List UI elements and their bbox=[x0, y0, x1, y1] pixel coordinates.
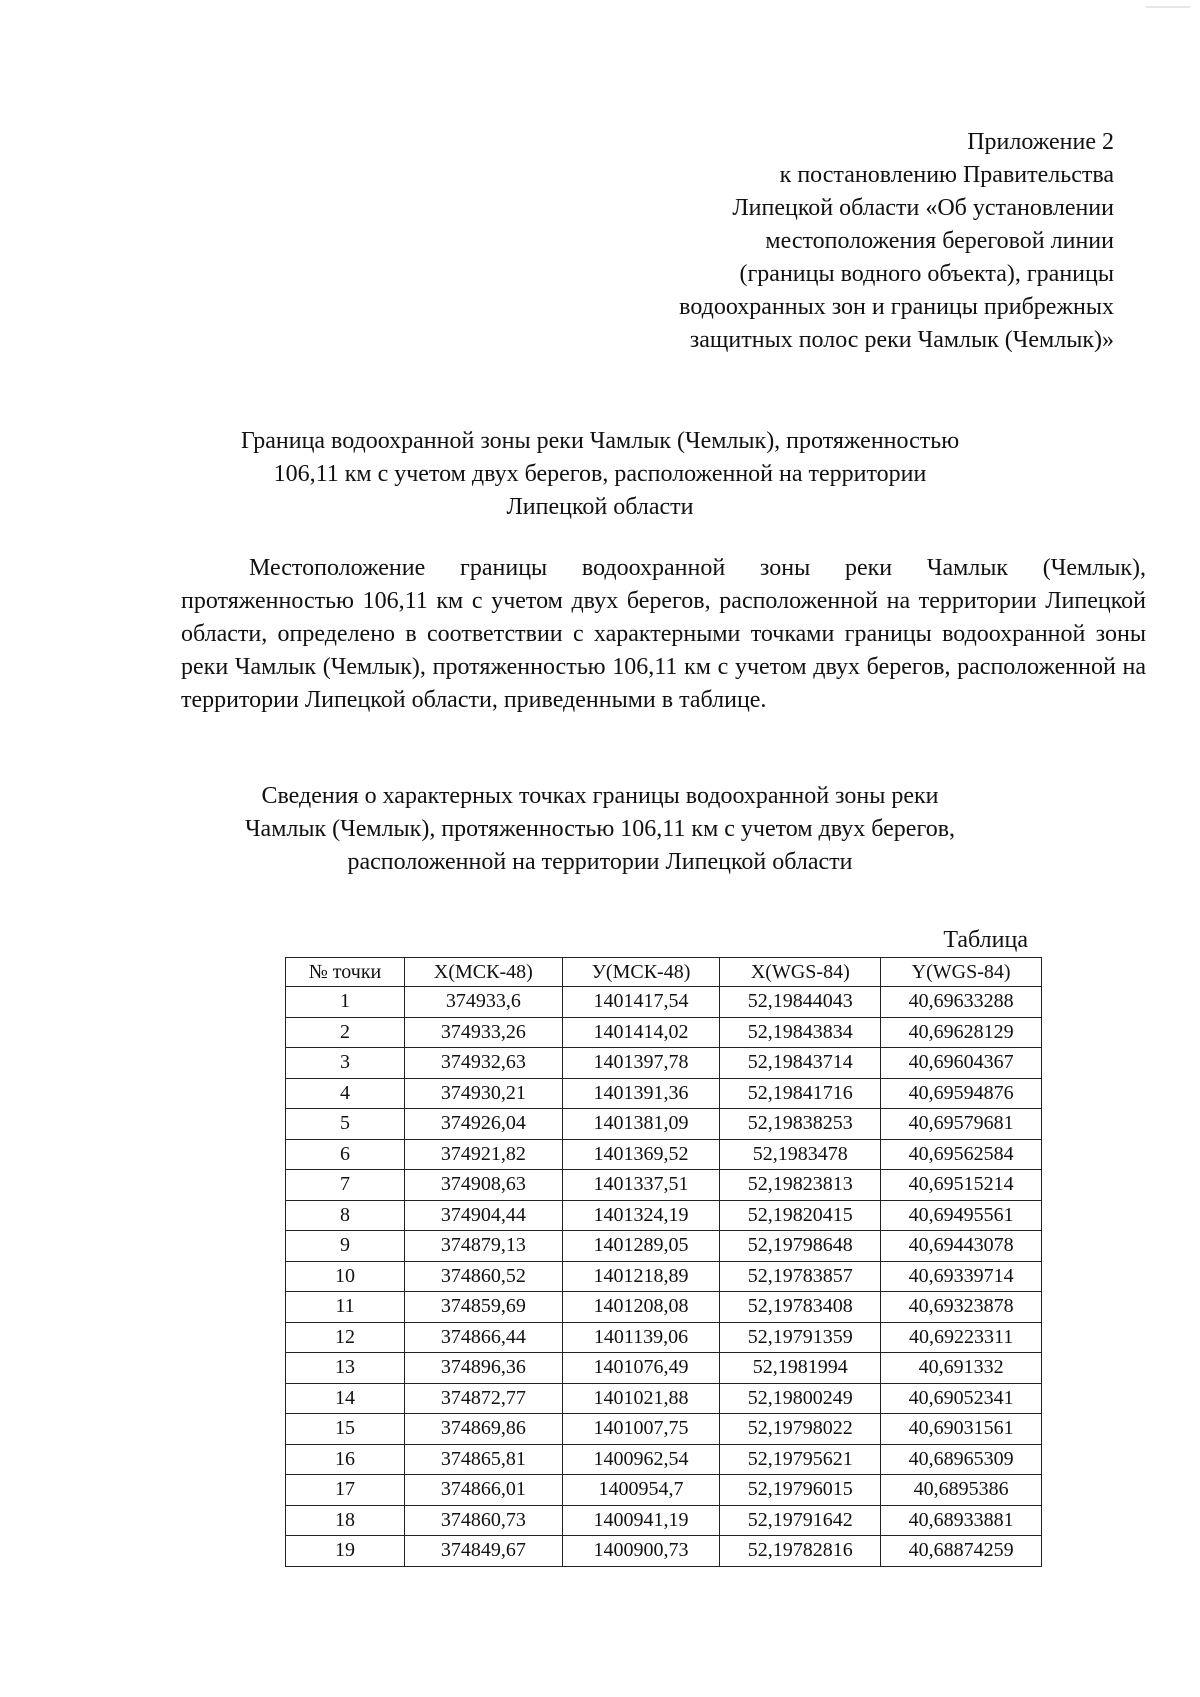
cell-y-msk48: 1401021,88 bbox=[562, 1383, 720, 1414]
caption-line: расположенной на территории Липецкой области bbox=[347, 849, 853, 875]
cell-y-msk48: 1400941,19 bbox=[562, 1505, 720, 1536]
cell-y-msk48: 1400900,73 bbox=[562, 1536, 720, 1567]
cell-y-wgs84: 40,69628129 bbox=[881, 1017, 1042, 1048]
cell-x-wgs84: 52,19843714 bbox=[720, 1048, 881, 1079]
cell-y-msk48: 1400954,7 bbox=[562, 1475, 720, 1506]
appendix-line: местоположения береговой линии bbox=[765, 228, 1114, 254]
cell-y-wgs84: 40,69633288 bbox=[881, 987, 1042, 1018]
cell-x-msk48: 374849,67 bbox=[404, 1536, 562, 1567]
cell-point-number: 6 bbox=[286, 1139, 405, 1170]
cell-x-msk48: 374866,44 bbox=[404, 1322, 562, 1353]
cell-x-msk48: 374859,69 bbox=[404, 1292, 562, 1323]
cell-x-wgs84: 52,19783857 bbox=[720, 1261, 881, 1292]
title-line: Граница водоохранной зоны реки Чамлык (Чемлык), протяженностью bbox=[240, 428, 960, 454]
table-row bbox=[286, 1170, 1042, 1201]
cell-y-msk48: 1401381,09 bbox=[562, 1109, 720, 1140]
cell-x-msk48: 374866,01 bbox=[404, 1475, 562, 1506]
appendix-line: Липецкой области «Об установлении bbox=[732, 195, 1114, 221]
cell-point-number: 13 bbox=[286, 1353, 405, 1384]
cell-y-wgs84: 40,69323878 bbox=[881, 1292, 1042, 1323]
table-row bbox=[286, 1139, 1042, 1170]
cell-x-wgs84: 52,1981994 bbox=[720, 1353, 881, 1384]
header-x-wgs84: X(WGS-84) bbox=[720, 958, 881, 987]
table-row bbox=[286, 1200, 1042, 1231]
cell-x-msk48: 374933,6 bbox=[404, 987, 562, 1018]
cell-x-wgs84: 52,19798022 bbox=[720, 1414, 881, 1445]
cell-y-wgs84: 40,69562584 bbox=[881, 1139, 1042, 1170]
table-row bbox=[286, 1505, 1042, 1536]
cell-point-number: 15 bbox=[286, 1414, 405, 1445]
cell-y-msk48: 1401208,08 bbox=[562, 1292, 720, 1323]
cell-y-wgs84: 40,69579681 bbox=[881, 1109, 1042, 1140]
table-row bbox=[286, 1261, 1042, 1292]
cell-point-number: 9 bbox=[286, 1231, 405, 1262]
cell-x-msk48: 374921,82 bbox=[404, 1139, 562, 1170]
coordinates-table bbox=[285, 957, 1042, 1567]
table-row bbox=[286, 1109, 1042, 1140]
cell-point-number: 18 bbox=[286, 1505, 405, 1536]
cell-point-number: 19 bbox=[286, 1536, 405, 1567]
cell-y-wgs84: 40,69604367 bbox=[881, 1048, 1042, 1079]
cell-y-wgs84: 40,6895386 bbox=[881, 1475, 1042, 1506]
cell-x-msk48: 374860,73 bbox=[404, 1505, 562, 1536]
cell-y-msk48: 1401218,89 bbox=[562, 1261, 720, 1292]
cell-y-msk48: 1401324,19 bbox=[562, 1200, 720, 1231]
appendix-line: Приложение 2 bbox=[967, 129, 1114, 155]
cell-x-msk48: 374860,52 bbox=[404, 1261, 562, 1292]
table-row bbox=[286, 1444, 1042, 1475]
header-y-msk48: У(МСК-48) bbox=[562, 958, 720, 987]
table-row bbox=[286, 1292, 1042, 1323]
cell-y-msk48: 1401337,51 bbox=[562, 1170, 720, 1201]
cell-x-msk48: 374865,81 bbox=[404, 1444, 562, 1475]
cell-x-wgs84: 52,19838253 bbox=[720, 1109, 881, 1140]
cell-x-msk48: 374908,63 bbox=[404, 1170, 562, 1201]
header-point-number: № точки bbox=[286, 958, 405, 987]
appendix-line: к постановлению Правительства bbox=[779, 162, 1114, 188]
title-line: 106,11 км с учетом двух берегов, расположенной на территории bbox=[273, 461, 927, 487]
cell-point-number: 12 bbox=[286, 1322, 405, 1353]
cell-x-msk48: 374926,04 bbox=[404, 1109, 562, 1140]
cell-y-wgs84: 40,69443078 bbox=[881, 1231, 1042, 1262]
cell-x-wgs84: 52,19796015 bbox=[720, 1475, 881, 1506]
cell-y-wgs84: 40,69031561 bbox=[881, 1414, 1042, 1445]
cell-point-number: 16 bbox=[286, 1444, 405, 1475]
table-row bbox=[286, 1353, 1042, 1384]
cell-point-number: 8 bbox=[286, 1200, 405, 1231]
cell-point-number: 3 bbox=[286, 1048, 405, 1079]
cell-y-wgs84: 40,69495561 bbox=[881, 1200, 1042, 1231]
table-header-row bbox=[286, 958, 1042, 987]
cell-x-wgs84: 52,19841716 bbox=[720, 1078, 881, 1109]
cell-x-wgs84: 52,1983478 bbox=[720, 1139, 881, 1170]
cell-y-msk48: 1401139,06 bbox=[562, 1322, 720, 1353]
cell-x-msk48: 374932,63 bbox=[404, 1048, 562, 1079]
scan-artifact bbox=[1146, 6, 1190, 8]
cell-point-number: 10 bbox=[286, 1261, 405, 1292]
cell-x-wgs84: 52,19791359 bbox=[720, 1322, 881, 1353]
table-row bbox=[286, 1414, 1042, 1445]
table-label: Таблица bbox=[943, 927, 1028, 953]
caption-line: Сведения о характерных точках границы водоохранной зоны реки bbox=[261, 783, 939, 809]
table-caption bbox=[150, 780, 1050, 879]
table-row bbox=[286, 1078, 1042, 1109]
cell-point-number: 2 bbox=[286, 1017, 405, 1048]
body-paragraph: Местоположение границы водоохранной зоны реки Чамлык (Чемлык), протяженностью 106,11 км с учетом двух берегов, расположенной на территории Липецкой области, определено в соответствии с характерными точками границы водоохранной зоны реки Чамлык (Чемлык), протяженностью 106,11 км с учетом двух берегов, расположенной на территории Липецкой области, приведенными в таблице. bbox=[181, 555, 1146, 713]
cell-x-wgs84: 52,19843834 bbox=[720, 1017, 881, 1048]
cell-y-msk48: 1401289,05 bbox=[562, 1231, 720, 1262]
cell-x-wgs84: 52,19782816 bbox=[720, 1536, 881, 1567]
table-row bbox=[286, 1475, 1042, 1506]
cell-y-wgs84: 40,68933881 bbox=[881, 1505, 1042, 1536]
cell-x-wgs84: 52,19820415 bbox=[720, 1200, 881, 1231]
title-line: Липецкой области bbox=[506, 494, 694, 520]
cell-x-wgs84: 52,19798648 bbox=[720, 1231, 881, 1262]
cell-x-msk48: 374933,26 bbox=[404, 1017, 562, 1048]
header-y-wgs84: Y(WGS-84) bbox=[881, 958, 1042, 987]
header-x-msk48: X(МСК-48) bbox=[404, 958, 562, 987]
cell-y-msk48: 1400962,54 bbox=[562, 1444, 720, 1475]
table-row bbox=[286, 1048, 1042, 1079]
cell-x-wgs84: 52,19800249 bbox=[720, 1383, 881, 1414]
cell-y-wgs84: 40,68965309 bbox=[881, 1444, 1042, 1475]
cell-point-number: 4 bbox=[286, 1078, 405, 1109]
cell-x-msk48: 374872,77 bbox=[404, 1383, 562, 1414]
cell-point-number: 17 bbox=[286, 1475, 405, 1506]
cell-point-number: 14 bbox=[286, 1383, 405, 1414]
table-row bbox=[286, 1536, 1042, 1567]
cell-point-number: 7 bbox=[286, 1170, 405, 1201]
table-row bbox=[286, 1383, 1042, 1414]
document-title bbox=[150, 425, 1050, 524]
cell-y-msk48: 1401369,52 bbox=[562, 1139, 720, 1170]
table-row bbox=[286, 987, 1042, 1018]
cell-y-msk48: 1401417,54 bbox=[562, 987, 720, 1018]
cell-y-wgs84: 40,691332 bbox=[881, 1353, 1042, 1384]
appendix-line: (границы водного объекта), границы bbox=[739, 261, 1114, 287]
cell-point-number: 1 bbox=[286, 987, 405, 1018]
cell-x-wgs84: 52,19791642 bbox=[720, 1505, 881, 1536]
cell-x-msk48: 374904,44 bbox=[404, 1200, 562, 1231]
cell-x-wgs84: 52,19844043 bbox=[720, 987, 881, 1018]
table-body bbox=[286, 987, 1042, 1567]
cell-y-wgs84: 40,68874259 bbox=[881, 1536, 1042, 1567]
cell-y-wgs84: 40,69515214 bbox=[881, 1170, 1042, 1201]
appendix-block bbox=[554, 126, 1114, 357]
cell-x-wgs84: 52,19823813 bbox=[720, 1170, 881, 1201]
cell-y-msk48: 1401391,36 bbox=[562, 1078, 720, 1109]
appendix-line: защитных полос реки Чамлык (Чемлык)» bbox=[689, 327, 1114, 353]
cell-y-msk48: 1401397,78 bbox=[562, 1048, 720, 1079]
cell-x-msk48: 374896,36 bbox=[404, 1353, 562, 1384]
cell-y-msk48: 1401007,75 bbox=[562, 1414, 720, 1445]
cell-y-msk48: 1401076,49 bbox=[562, 1353, 720, 1384]
cell-y-wgs84: 40,69223311 bbox=[881, 1322, 1042, 1353]
cell-y-wgs84: 40,69052341 bbox=[881, 1383, 1042, 1414]
cell-x-wgs84: 52,19795621 bbox=[720, 1444, 881, 1475]
cell-y-wgs84: 40,69339714 bbox=[881, 1261, 1042, 1292]
cell-point-number: 11 bbox=[286, 1292, 405, 1323]
appendix-line: водоохранных зон и границы прибрежных bbox=[679, 294, 1114, 320]
table-row bbox=[286, 1322, 1042, 1353]
caption-line: Чамлык (Чемлык), протяженностью 106,11 км с учетом двух берегов, bbox=[244, 816, 956, 842]
table-row bbox=[286, 1231, 1042, 1262]
cell-x-msk48: 374869,86 bbox=[404, 1414, 562, 1445]
cell-point-number: 5 bbox=[286, 1109, 405, 1140]
cell-x-msk48: 374930,21 bbox=[404, 1078, 562, 1109]
cell-x-wgs84: 52,19783408 bbox=[720, 1292, 881, 1323]
cell-y-msk48: 1401414,02 bbox=[562, 1017, 720, 1048]
cell-y-wgs84: 40,69594876 bbox=[881, 1078, 1042, 1109]
table-row bbox=[286, 1017, 1042, 1048]
cell-x-msk48: 374879,13 bbox=[404, 1231, 562, 1262]
